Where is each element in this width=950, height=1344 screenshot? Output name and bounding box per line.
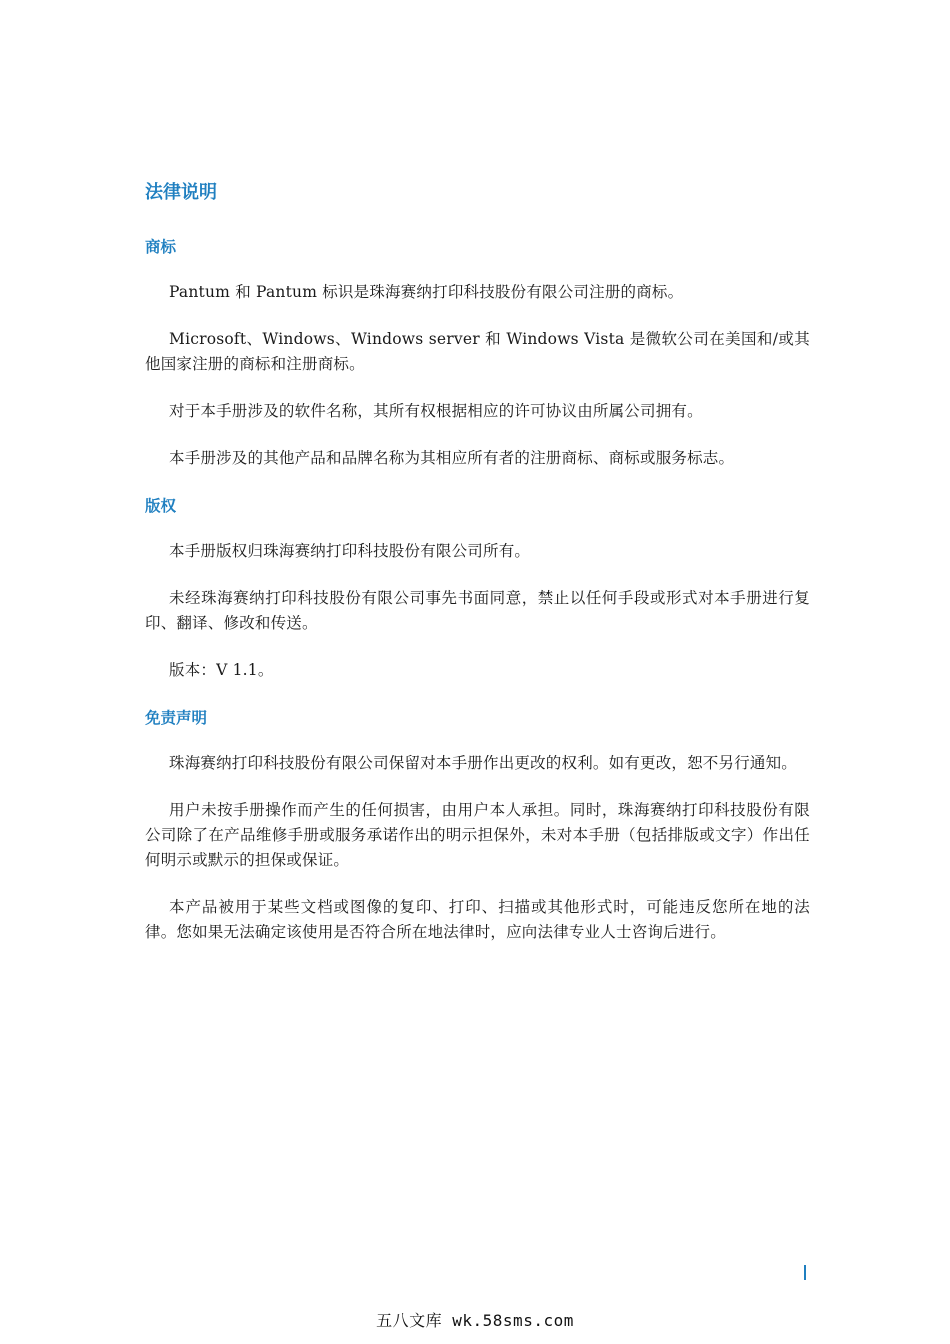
- footer-watermark: 五八文库 wk.58sms.com: [376, 1311, 574, 1330]
- paragraph: 本产品被用于某些文档或图像的复印、打印、扫描或其他形式时，可能违反您所在地的法律。您如果无法确定该使用是否符合所在地法律时，应向法律专业人士咨询后进行。: [145, 898, 810, 941]
- page-marker: [804, 1265, 806, 1280]
- paragraph: 用户未按手册操作而产生的任何损害，由用户本人承担。同时，珠海赛纳打印科技股份有限公司除了在产品维修手册或服务承诺作出的明示担保外，未对本手册（包括排版或文字）作出任何明示或默示的担保或保证。: [145, 801, 810, 869]
- paragraph: 对于本手册涉及的软件名称，其所有权根据相应的许可协议由所属公司拥有。: [169, 402, 703, 420]
- section-heading-disclaimer: 免责声明: [145, 709, 208, 727]
- paragraph: 未经珠海赛纳打印科技股份有限公司事先书面同意，禁止以任何手段或形式对本手册进行复印、翻译、修改和传送。: [145, 589, 810, 632]
- section-heading-copyright: 版权: [145, 497, 177, 515]
- page-title: 法律说明: [145, 182, 217, 203]
- document-body: [145, 178, 810, 967]
- paragraph: Pantum 和 Pantum 标识是珠海赛纳打印科技股份有限公司注册的商标。: [169, 283, 684, 301]
- paragraph: 珠海赛纳打印科技股份有限公司保留对本手册作出更改的权利。如有更改，恕不另行通知。: [169, 754, 798, 772]
- paragraph: Microsoft、Windows、Windows server 和 Windows Vista 是微软公司在美国和/或其他国家注册的商标和注册商标。: [145, 330, 810, 373]
- paragraph: 版本：V 1.1。: [169, 661, 274, 679]
- paragraph: 本手册版权归珠海赛纳打印科技股份有限公司所有。: [169, 542, 531, 560]
- paragraph: 本手册涉及的其他产品和品牌名称为其相应所有者的注册商标、商标或服务标志。: [169, 449, 735, 467]
- section-heading-trademark: 商标: [145, 238, 177, 256]
